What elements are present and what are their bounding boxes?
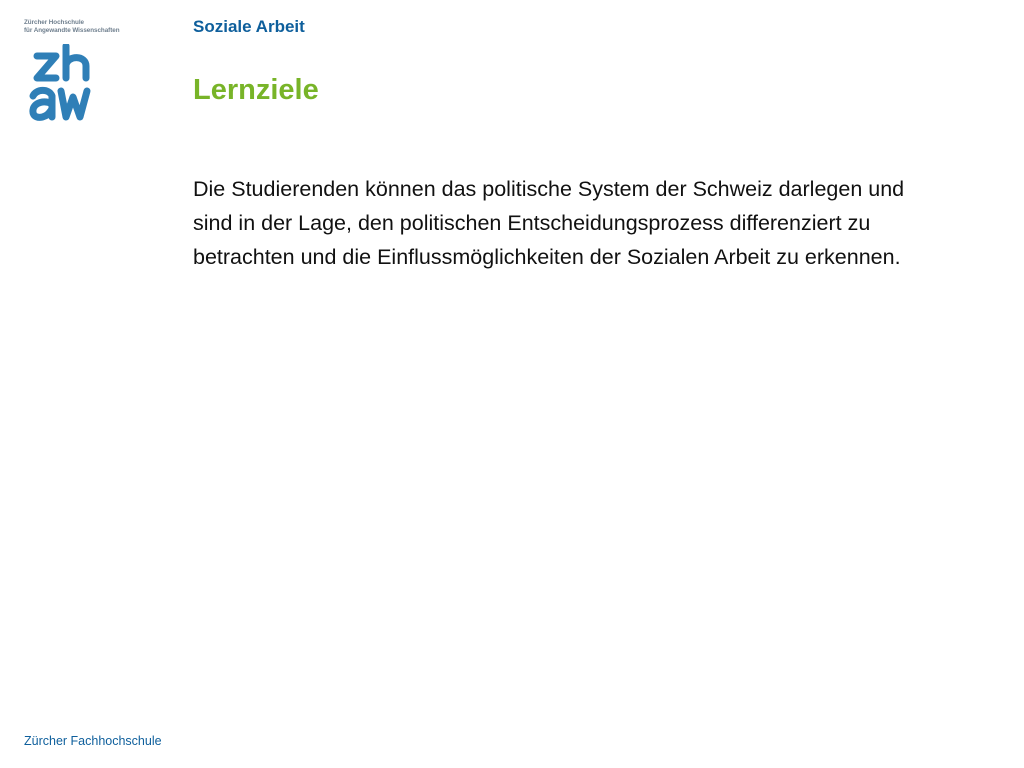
learning-goals-paragraph: Die Studierenden können das politische System der Schweiz darlegen und sind in der Lage, den politischen Entscheidungsprozess differenziert zu betrachten und die Einflussmöglichkeiten der Sozialen Arbeit zu erkennen. [193,177,905,269]
institution-name [24,19,134,35]
department-title: Soziale Arbeit [193,17,305,36]
page-title: Lernziele [193,74,319,106]
institution-line-2: für Angewandte Wissenschaften [24,26,120,34]
zhaw-logo [23,44,99,122]
footer-institution: Zürcher Fachhochschule [24,734,162,748]
institution-line-1: Zürcher Hochschule [24,19,84,26]
